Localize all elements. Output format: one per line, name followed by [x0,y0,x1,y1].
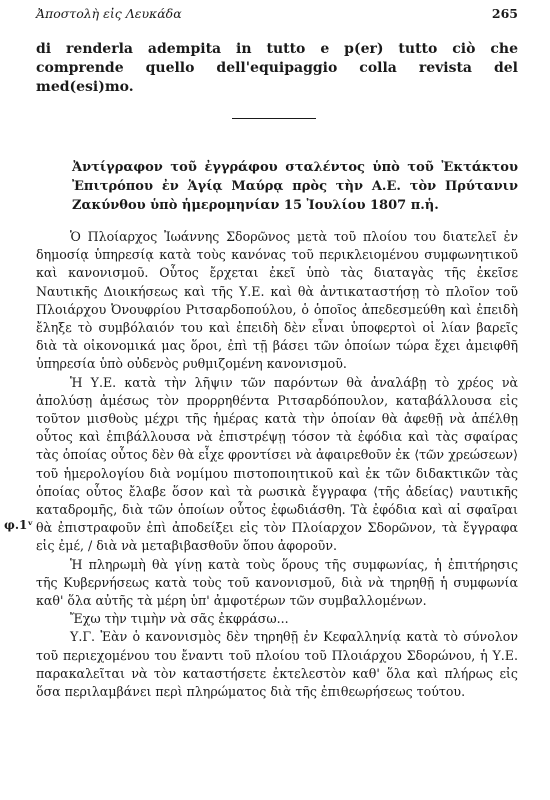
body-paragraph-5: Υ.Γ. Ἐὰν ὁ κανονισμὸς δὲν τηρηθῇ ἐν Κεφαλληνίᾳ κατὰ τὸ σύνολον τοῦ περιεχομένου του ἔναντι τοῦ πλοίου τοῦ Πλοιάρχου Σδορώνου, ἡ Υ.Ε. παρακαλεῖται νὰ τὸν καταστήσετε ἐκτελεστὸν καθ' ὅλα καὶ πλήρως εἰς ὅσα περιλαμβάνει περὶ πληρώματος διὰ τῆς ἐπιθεωρήσεως τούτου. [36,629,518,700]
body-paragraph-4: Ἔχω τὴν τιμὴν νὰ σᾶς ἐκφράσω... [70,611,289,627]
running-head-title: Ἀποστολὴ εἰς Λευκάδα [36,6,182,21]
body-paragraph-3: Ἡ πληρωμὴ θὰ γίνῃ κατὰ τοὺς ὅρους τῆς συμφωνίας, ἡ ἐπιτήρησις τῆς Κυβερνήσεως κατὰ τοὺς τοῦ κανονισμοῦ, διὰ νὰ τηρηθῇ ἡ συμφωνία καθ' ὅλα αὐτῆς τὰ μέρη ὑπ' ἀμφοτέρων τῶν συμβαλλομένων. [36,556,518,609]
folio-margin-note: φ.1ᵛ [4,518,34,532]
document-heading: Ἀντίγραφον τοῦ ἐγγράφου σταλέντος ὑπὸ τοῦ Ἐκτάκτου Ἐπιτρόπου ἐν Ἁγίᾳ Μαύρᾳ πρὸς τὴν Α.Ε. τὸν Πρύτανιν Ζακύνθου ὑπὸ ἡμερομηνίαν 15 Ἰουλίου 1807 π.ἡ. [72,160,518,213]
document-body [36,228,518,701]
page-number: 265 [491,6,518,21]
running-head [36,6,518,24]
intro-paragraph: di renderla adempita in tutto e p(er) tutto ciò che comprende quello dell'equipaggio colla revista del med(esi)mo. [36,41,518,95]
section-divider [232,118,316,119]
body-paragraph-2: Ἡ Υ.Ε. κατὰ τὴν λῆψιν τῶν παρόντων θὰ ἀναλάβῃ τὸ χρέος νὰ ἀπολύσῃ ἀμέσως τὸν προρρηθέντα Ριτσαρδόπουλον, καταβάλλουσα εἰς τοῦτον μισθοὺς μέχρι τῆς ἡμέρας κατὰ τὴν ὁποίαν θὰ ἀφεθῇ νὰ ἀπέλθῃ οὗτος καὶ ἐπιβάλλουσα νὰ ἐπιστρέψῃ τόσον τὰ ἐφόδια καὶ τὰς σφαίρας τὰς ὁποίας οὗτος δὲν θὰ εἶχε φροντίσει νὰ ἀφαιρεθοῦν ἐκ ⟨τῶν χρεώσεων⟩ τοῦ ἡμερολογίου διὰ νομίμου πιστοποιητικοῦ καὶ ἐκ τῶν διδακτικῶν τὰς ὁποίας οὗτος ἔλαβε ὅσον καὶ τὰ ρωσικὰ ἔγγραφα ⟨τῆς ἀδείας⟩ ναυτικῆς καταδρομῆς, διὰ τῶν ὁποίων οὗτος ἐφωδιάσθη. Τὰ ἐφόδια καὶ αἱ σφαῖραι θὰ ἐπιστραφοῦν ἐπὶ ἀποδείξει εἰς τὸν Πλοίαρχον Σδορῶνον, τὰ ἔγγραφα εἰς ἐμέ, / διὰ νὰ μεταβιβασθοῦν ὅπου ἀφορoῦν. [36,374,518,554]
body-paragraph-1: Ὁ Πλοίαρχος Ἰωάννης Σδορῶνος μετὰ τοῦ πλοίου του διατελεῖ ἐν δημοσίᾳ ὑπηρεσίᾳ κατὰ τοὺς κανόνας τοῦ περικλειομένου συμφωνητικοῦ καὶ κανονισμοῦ. Οὗτος ἔρχεται ἐκεῖ ὑπὸ τὰς διαταγὰς τῆς ἐκεῖσε Ναυτικῆς Διοικήσεως καὶ τῆς Υ.Ε. καὶ θὰ ἀντικαταστήσῃ τὸ πλοῖον τοῦ Πλοιάρχου Ὀνουφρίου Ριτσαρδοπούλου, ὁ ὁποῖος ἀπεδεσμεύθη καὶ ἐπειδὴ ἔληξε τὸ συμβόλαιόν του καὶ ἐπειδὴ δὲν εἶναι ὑποφερτοὶ οἱ λίαν βαρεῖς διὰ τὰ οἰκονομικά μας ὅροι, ἐπὶ τῇ βάσει τῶν ὁποίων τώρα ἔχει ἀμειφθῆ ὑπηρεσία ὑπὸ οὐδενὸς ρυθμιζομένη κανονισμοῦ. [36,229,518,372]
